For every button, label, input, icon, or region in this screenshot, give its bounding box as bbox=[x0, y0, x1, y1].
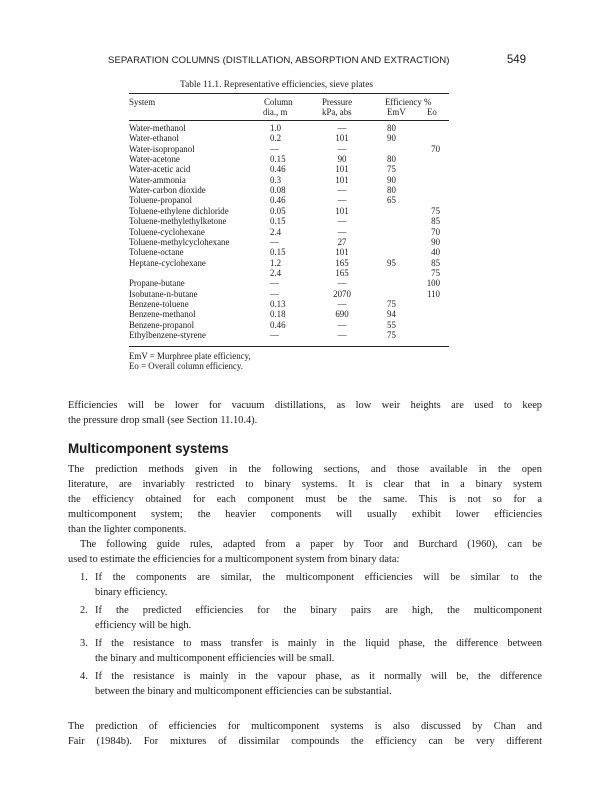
list-item-line: If the resistance is mainly in the vapour phase, as it normally will be, the difference bbox=[95, 671, 542, 682]
table-cell-pressure: 165 bbox=[335, 257, 349, 268]
list-item-number: 3. bbox=[80, 638, 88, 649]
table-cell-diameter: 0.05 bbox=[270, 205, 286, 216]
table-cell-system: Water-carbon dioxide bbox=[129, 185, 206, 196]
table-cell-emv: 75 bbox=[387, 330, 396, 340]
table-cell-system: Ethylbenzene-styrene bbox=[129, 330, 206, 340]
table-cell-pressure: 165 bbox=[335, 267, 349, 278]
table-cell-diameter: — bbox=[270, 236, 279, 247]
table-cell-eo: 85 bbox=[431, 216, 440, 227]
list-item-line: If the predicted efficiencies for the binary pairs are high, the multicomponent bbox=[95, 605, 542, 616]
paragraph-vacuum bbox=[68, 398, 542, 428]
table-cell-pressure: 2070 bbox=[333, 288, 351, 299]
paragraph-line: used to estimate the efficiencies for a multicomponent system from binary data: bbox=[68, 554, 400, 565]
table-cell-emv: 90 bbox=[387, 174, 396, 185]
table-cell-diameter: 0.13 bbox=[270, 298, 286, 309]
table-cell-system: Benzene-propanol bbox=[129, 319, 195, 330]
table-cell-pressure: — bbox=[337, 195, 347, 206]
paragraph-line: Efficiencies will be lower for vacuum distillations, as low weir heights are used to keep bbox=[68, 400, 542, 411]
table-cell-eo: 40 bbox=[431, 247, 440, 258]
table-cell-eo: 100 bbox=[426, 278, 440, 289]
table-cell-pressure: 90 bbox=[337, 154, 347, 165]
col-header-efficiency: Efficiency % bbox=[385, 97, 432, 107]
table-cell-system: Water-ethanol bbox=[129, 133, 179, 144]
list-item bbox=[68, 636, 542, 666]
paragraph-multicomponent-1 bbox=[68, 462, 542, 537]
table-cell-system: Water-methanol bbox=[129, 123, 186, 133]
table-cell-system: Benzene-methanol bbox=[129, 309, 196, 320]
table-footnote-emv: EmV = Murphree plate efficiency, bbox=[129, 351, 251, 361]
list-item bbox=[68, 570, 542, 600]
list-item-line: binary efficiency. bbox=[95, 587, 168, 598]
table-cell-diameter: 0.46 bbox=[270, 319, 286, 330]
table-cell-pressure: 101 bbox=[335, 174, 349, 185]
table-cell-emv: 80 bbox=[387, 154, 396, 165]
table-cell-emv: 65 bbox=[387, 195, 396, 206]
table-cell-diameter: 0.2 bbox=[270, 133, 282, 144]
table-cell-pressure: — bbox=[337, 185, 347, 196]
table-cell-emv: 80 bbox=[387, 123, 396, 133]
table-cell-pressure: — bbox=[337, 319, 347, 330]
list-item bbox=[68, 669, 542, 699]
table-cell-diameter: 0.15 bbox=[270, 216, 286, 227]
table-cell-diameter: — bbox=[270, 288, 279, 299]
table-cell-diameter: 0.46 bbox=[270, 164, 286, 175]
paragraph-line: The prediction of efficiencies for multicomponent systems is also discussed by Chan and bbox=[68, 721, 542, 732]
paragraph-line: than the lighter components. bbox=[68, 524, 187, 535]
table-cell-diameter: 0.08 bbox=[270, 185, 286, 196]
table-cell-emv: 75 bbox=[387, 164, 396, 175]
table-cell-pressure: 101 bbox=[335, 205, 349, 216]
table-cell-emv: 95 bbox=[387, 257, 396, 268]
section-heading: Multicomponent systems bbox=[68, 441, 229, 456]
paragraph-line: The following guide rules, adapted from a paper by Toor and Burchard (1960), can be bbox=[80, 539, 542, 550]
table-cell-system: Toluene-cyclohexane bbox=[129, 226, 205, 237]
col-header-system: System bbox=[129, 97, 156, 107]
table-cell-diameter: 1.0 bbox=[270, 123, 282, 133]
table-cell-system: Benzene-toluene bbox=[129, 298, 189, 309]
table-cell-pressure: — bbox=[337, 143, 347, 154]
col-header-pressure-1: Pressure bbox=[322, 97, 353, 107]
table-cell-eo: 75 bbox=[431, 267, 440, 278]
paragraph-line: the pressure drop small (see Section 11.10.4). bbox=[68, 415, 258, 426]
table-cell-pressure: — bbox=[337, 216, 347, 227]
list-item-number: 4. bbox=[80, 671, 88, 682]
table-cell-eo: 70 bbox=[431, 226, 440, 237]
table-cell-diameter: 0.15 bbox=[270, 247, 286, 258]
guide-rules-list bbox=[68, 570, 542, 702]
table-cell-pressure: 690 bbox=[335, 309, 349, 320]
list-item-number: 2. bbox=[80, 605, 88, 616]
table-cell-system: Toluene-ethylene dichloride bbox=[129, 205, 229, 216]
paragraph-line: Fair (1984b). For mixtures of dissimilar compounds the efficiency can be very different bbox=[68, 736, 542, 747]
table-cell-eo: 75 bbox=[431, 205, 440, 216]
table-cell-diameter: — bbox=[270, 143, 279, 154]
table-top-rule bbox=[129, 93, 449, 94]
list-item bbox=[68, 603, 542, 633]
table-cell-system: Heptane-cyclohexane bbox=[129, 257, 206, 268]
table-cell-diameter: 0.15 bbox=[270, 154, 286, 165]
col-header-dia-2: dia., m bbox=[263, 107, 288, 117]
table-cell-system: Isobutane-n-butane bbox=[129, 288, 198, 299]
table-cell-diameter: 0.18 bbox=[270, 309, 286, 320]
table-cell-pressure: 101 bbox=[335, 164, 349, 175]
list-item-line: If the resistance to mass transfer is mainly in the liquid phase, the difference between bbox=[95, 638, 542, 649]
table-cell-pressure: — bbox=[337, 123, 347, 133]
list-item-line: If the components are similar, the multicomponent efficiencies will be similar to the bbox=[95, 572, 542, 583]
table-cell-diameter: 0.3 bbox=[270, 174, 282, 185]
table-bottom-rule bbox=[129, 346, 449, 347]
table-cell-system: Toluene-methylcyclohexane bbox=[129, 236, 230, 247]
paragraph-line: multicomponent system; the heavier components will usually exhibit lower efficiencies bbox=[68, 509, 542, 520]
table-cell-emv: 75 bbox=[387, 298, 396, 309]
paragraph-line: the efficiency obtained for each component must be the same. This is not so for a bbox=[68, 494, 542, 505]
paragraph-multicomponent-3 bbox=[68, 719, 542, 749]
table-cell-diameter: 2.4 bbox=[270, 226, 282, 237]
paragraph-multicomponent-2 bbox=[68, 537, 542, 567]
paragraph-line: literature, are invariably restricted to binary systems. It is clear that in a binary system bbox=[68, 479, 542, 490]
col-header-pressure-2: kPa, abs bbox=[322, 107, 352, 117]
col-header-dia-1: Column bbox=[264, 97, 293, 107]
table-cell-system: Water-isopropanol bbox=[129, 143, 195, 154]
table-cell-system: Water-ammonia bbox=[129, 174, 186, 185]
table-cell-system: Toluene-methylethylketone bbox=[129, 216, 227, 227]
table-cell-eo: 70 bbox=[431, 143, 440, 154]
table-cell-diameter: 1.2 bbox=[270, 257, 282, 268]
table-cell-diameter: 0.46 bbox=[270, 195, 286, 206]
table-cell-eo: 90 bbox=[431, 236, 440, 247]
table-cell-system: Propane-butane bbox=[129, 278, 185, 289]
table-cell-diameter: — bbox=[270, 330, 279, 340]
table-cell-pressure: — bbox=[337, 298, 347, 309]
table-cell-emv: 55 bbox=[387, 319, 396, 330]
running-header bbox=[108, 55, 526, 69]
table-cell-pressure: — bbox=[337, 226, 347, 237]
table-cell-pressure: 27 bbox=[337, 236, 347, 247]
table-cell-pressure: — bbox=[337, 278, 347, 289]
table-footnote-eo: Eo = Overall column efficiency. bbox=[129, 361, 243, 371]
table-cell-pressure: 101 bbox=[335, 133, 349, 144]
table-caption: Table 11.1. Representative efficiencies, sieve plates bbox=[180, 80, 374, 90]
table-cell-system: Water-acetone bbox=[129, 154, 180, 165]
list-item-line: between the binary and multicomponent efficiencies can be substantial. bbox=[95, 686, 392, 697]
table-cell-pressure: — bbox=[337, 330, 347, 340]
table-cell-eo: 85 bbox=[431, 257, 440, 268]
table-header-rule bbox=[129, 120, 449, 121]
list-item-line: the binary and multicomponent efficiencies will be small. bbox=[95, 653, 335, 664]
running-title: SEPARATION COLUMNS (DISTILLATION, ABSORPTION AND EXTRACTION) bbox=[108, 55, 450, 66]
table-cell-eo: 110 bbox=[427, 288, 440, 299]
table-cell-diameter: — bbox=[270, 278, 279, 289]
col-header-emv: EmV bbox=[387, 107, 406, 117]
paragraph-line: The prediction methods given in the following sections, and those available in the open bbox=[68, 464, 542, 475]
table-cell-system: Toluene-octane bbox=[129, 247, 184, 258]
table-cell-emv: 90 bbox=[387, 133, 396, 144]
table-cell-emv: 94 bbox=[387, 309, 396, 320]
table-cell-system: Water-acetic acid bbox=[129, 164, 191, 175]
table-cell-system: Toluene-propanol bbox=[129, 195, 192, 206]
table-cell-diameter: 2.4 bbox=[270, 267, 282, 278]
page-number: 549 bbox=[506, 54, 526, 66]
list-item-line: efficiency will be high. bbox=[95, 620, 192, 631]
col-header-eo: Eo bbox=[427, 107, 437, 117]
table-cell-emv: 80 bbox=[387, 185, 396, 196]
list-item-number: 1. bbox=[80, 572, 88, 583]
table-cell-pressure: 101 bbox=[335, 247, 349, 258]
